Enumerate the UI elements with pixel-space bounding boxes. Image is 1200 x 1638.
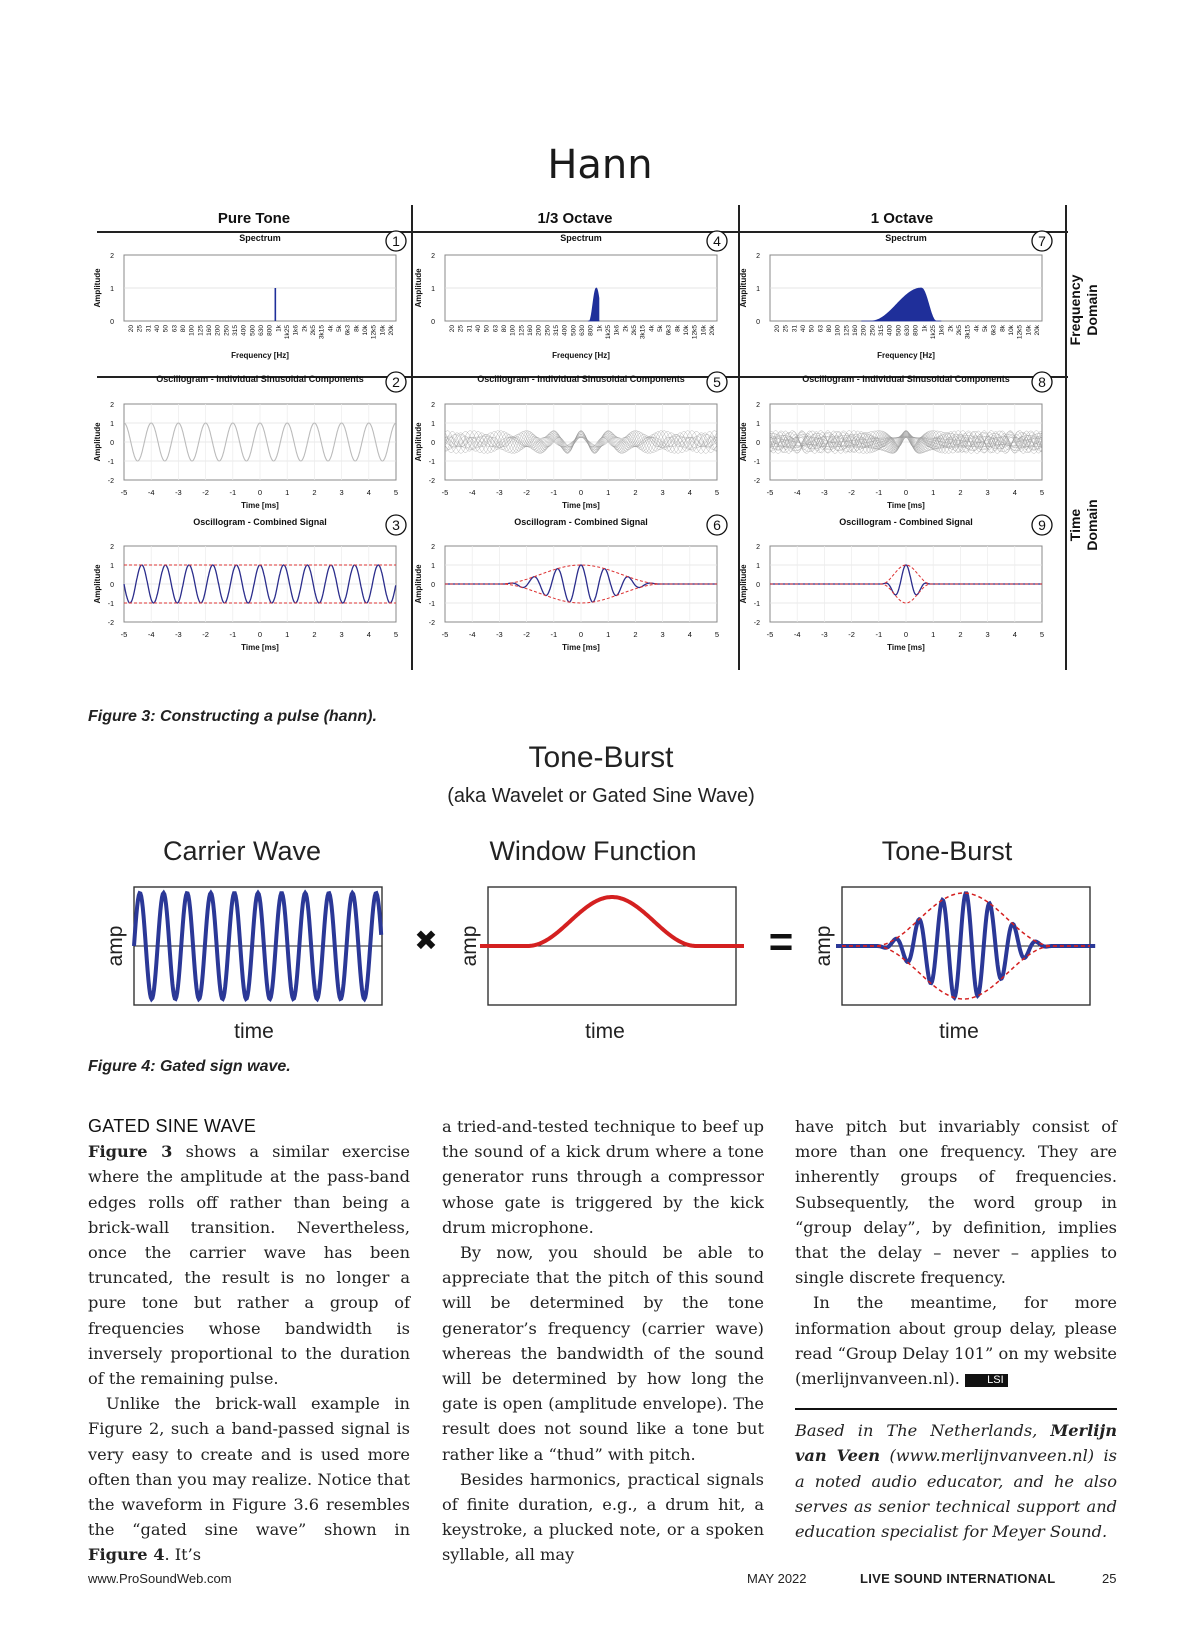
figure3-title: Hann	[547, 142, 653, 188]
x-tick-label: 1k25	[930, 325, 937, 340]
y-tick-label: 0	[431, 440, 435, 447]
y-axis-label: Amplitude	[93, 422, 102, 462]
x-tick-label: 3k15	[318, 325, 326, 340]
x-axis-label: Frequency [Hz]	[877, 351, 935, 360]
article-column-2	[442, 1114, 764, 1568]
author-bio	[795, 1408, 1117, 1544]
x-tick-label: 8k	[999, 325, 1007, 332]
paragraph: have pitch but invariably consist of more than one frequency. They are inherently groups of frequencies. Subsequently, the word group in “group delay”, by definition, implies that the delay – never – applies to single discrete frequency.	[795, 1117, 1117, 1288]
panel-9	[739, 515, 1052, 652]
x-tick-label: 200	[860, 325, 868, 336]
x-tick-label: 16k	[379, 325, 387, 336]
panel-number: 6	[713, 517, 721, 533]
panel-title: Oscillogram - Combined Signal	[193, 517, 327, 527]
x-tick-label: 5	[393, 630, 399, 639]
x-tick-label: 80	[180, 325, 187, 333]
x-tick-label: -1	[875, 488, 883, 497]
x-axis-label: Time [ms]	[887, 643, 925, 652]
x-tick-label: 1k	[596, 325, 604, 332]
y-tick-label: -2	[107, 478, 114, 485]
y-axis-label: Amplitude	[414, 564, 423, 604]
panel-8	[739, 372, 1052, 510]
footer-website[interactable]: www.ProSoundWeb.com	[88, 1571, 232, 1586]
x-tick-label: 20	[128, 325, 135, 333]
x-tick-label: 2k	[947, 325, 955, 332]
figure3-caption: Figure 3: Constructing a pulse (hann).	[88, 708, 377, 725]
article-column-1	[88, 1114, 410, 1568]
x-tick-label: -2	[202, 488, 209, 497]
x-tick-label: 4k	[973, 325, 981, 332]
x-tick-label: 20	[774, 325, 781, 333]
x-tick-label: 5	[1039, 488, 1045, 497]
x-tick-label: 0	[903, 488, 909, 497]
paragraph: Besides harmonics, practical signals of finite duration, e.g., a drum hit, a keystroke, a plucked note, or a spoken syllable, all may	[442, 1469, 764, 1565]
x-tick-label: 4	[1012, 488, 1017, 497]
x-tick-label: 25	[136, 325, 144, 333]
x-tick-label: 4	[366, 630, 371, 639]
y-tick-label: 0	[431, 319, 435, 326]
x-tick-label: -4	[468, 630, 476, 639]
panel-title: Oscillogram - Combined Signal	[839, 517, 973, 527]
panel-title: Spectrum	[885, 233, 927, 243]
y-tick-label: -1	[428, 601, 435, 608]
y-tick-label: -2	[428, 620, 435, 627]
x-tick-label: -2	[848, 488, 855, 497]
panel-number: 5	[713, 374, 721, 390]
x-tick-label: 20	[449, 325, 456, 333]
x-tick-label: -5	[766, 630, 774, 639]
panel-title: Oscillogram - Individual Sinusoidal Components	[156, 374, 364, 384]
y-tick-label: 2	[110, 253, 114, 260]
x-tick-label: 20k	[709, 325, 716, 336]
x-tick-label: 315	[878, 325, 885, 336]
y-tick-label: 1	[431, 421, 435, 428]
x-tick-label: 80	[501, 325, 508, 333]
y-tick-label: 1	[756, 563, 760, 570]
x-tick-label: 500	[249, 325, 257, 336]
fig4-y-label: amp	[458, 925, 481, 967]
y-tick-label: 0	[110, 582, 114, 589]
x-tick-label: -3	[821, 488, 828, 497]
y-tick-label: 0	[756, 319, 760, 326]
x-tick-label: 0	[578, 630, 584, 639]
x-tick-label: 12k5	[1016, 325, 1024, 340]
x-tick-label: 1k6	[938, 325, 946, 336]
x-tick-label: 0	[903, 630, 909, 639]
x-tick-label: -5	[120, 630, 128, 639]
column-header: Pure Tone	[217, 210, 291, 227]
panel-5	[414, 372, 727, 510]
x-tick-label: 5	[393, 488, 399, 497]
x-tick-label: -1	[550, 630, 558, 639]
x-tick-label: -4	[793, 488, 801, 497]
fig4-x-label: time	[585, 1020, 625, 1043]
x-tick-label: 250	[223, 325, 231, 336]
x-tick-label: 200	[214, 325, 222, 336]
x-tick-label: 3k15	[639, 325, 647, 340]
x-axis-label: Frequency [Hz]	[552, 351, 610, 360]
x-tick-label: 2	[958, 630, 963, 639]
y-tick-label: 1	[756, 286, 760, 293]
y-axis-label: Amplitude	[739, 564, 748, 604]
paragraph: By now, you should be able to appreciate that the pitch of this sound will be determined by the tone generator’s frequency (carrier wave) whereas the bandwidth of the sound will be determined by how long the gate is open (amplitude envelope). The result does not sound like a tone but rather like a “thud” with pitch.	[442, 1243, 764, 1464]
paragraph-text: In the meantime, for more information about group delay, please read “Group Delay 101” on my website (merlijnvanveen.nl).	[795, 1293, 1117, 1389]
y-tick-label: 1	[756, 421, 760, 428]
x-tick-label: -1	[229, 630, 237, 639]
x-tick-label: 160	[527, 325, 534, 336]
x-tick-label: 20k	[388, 325, 395, 336]
paragraph-text: Unlike the brick-wall example in Figure 2, such a band-passed signal is very easy to create and is used more often than you may realize. Notice that the waveform in Figure 3.6 resembles the “gated sine wave” shown in	[88, 1394, 410, 1540]
footer-magazine: LIVE SOUND INTERNATIONAL	[860, 1571, 1056, 1586]
x-tick-label: 400	[240, 325, 248, 336]
y-tick-label: -2	[753, 620, 760, 627]
x-tick-label: 3k15	[964, 325, 972, 340]
fig4-y-label: amp	[812, 925, 835, 967]
y-axis-label: Amplitude	[93, 268, 102, 308]
x-tick-label: -3	[175, 630, 182, 639]
x-tick-label: 63	[492, 325, 500, 333]
x-tick-label: 8k	[353, 325, 361, 332]
article-column-3	[795, 1114, 1117, 1544]
x-tick-label: 31	[466, 325, 474, 333]
x-tick-label: -5	[120, 488, 128, 497]
x-axis-label: Frequency [Hz]	[231, 351, 289, 360]
figure4-caption: Figure 4: Gated sign wave.	[88, 1058, 291, 1075]
fig4-panel-title: Carrier Wave	[162, 836, 322, 866]
x-tick-label: 63	[171, 325, 179, 333]
x-axis-label: Time [ms]	[241, 501, 279, 510]
panel-title: Oscillogram - Individual Sinusoidal Components	[802, 374, 1010, 384]
x-tick-label: 1k	[275, 325, 283, 332]
x-tick-label: 1	[606, 630, 611, 639]
x-tick-label: 3	[339, 630, 344, 639]
x-tick-label: 2	[633, 630, 638, 639]
x-tick-label: 0	[578, 488, 584, 497]
end-tag: LSI	[965, 1374, 1008, 1387]
bio-text	[795, 1418, 1117, 1544]
x-tick-label: 6k3	[344, 325, 352, 336]
x-tick-label: 5k	[657, 325, 664, 332]
x-tick-label: 800	[266, 325, 274, 336]
y-tick-label: -2	[428, 478, 435, 485]
x-tick-label: 6k3	[665, 325, 673, 336]
x-tick-label: 2	[958, 488, 963, 497]
x-tick-label: 800	[587, 325, 595, 336]
x-tick-label: 2k5	[631, 325, 638, 336]
x-tick-label: 5k	[982, 325, 989, 332]
fig4-panel-3	[812, 836, 1095, 1043]
x-tick-label: 3	[660, 630, 665, 639]
x-tick-label: 0	[257, 488, 263, 497]
y-tick-label: 1	[110, 563, 114, 570]
fig4-panel-1	[104, 836, 382, 1043]
x-tick-label: 3	[660, 488, 665, 497]
x-tick-label: -3	[496, 630, 503, 639]
x-tick-label: 125	[518, 325, 526, 336]
paragraph	[88, 1139, 410, 1391]
x-tick-label: 400	[886, 325, 894, 336]
x-tick-label: 3	[985, 630, 990, 639]
x-tick-label: 630	[904, 325, 911, 336]
x-tick-label: 16k	[700, 325, 708, 336]
x-tick-label: 630	[258, 325, 265, 336]
x-tick-label: -4	[147, 630, 155, 639]
y-tick-label: -1	[753, 459, 760, 466]
x-tick-label: 20k	[1034, 325, 1041, 336]
fig4-panel-title: Window Function	[489, 836, 697, 866]
x-tick-label: 5	[714, 488, 720, 497]
section-heading: GATED SINE WAVE	[88, 1116, 257, 1136]
y-tick-label: 1	[431, 286, 435, 293]
x-tick-label: 1k25	[605, 325, 612, 340]
x-axis-label: Time [ms]	[241, 643, 279, 652]
y-tick-label: 2	[756, 253, 760, 260]
x-tick-label: 125	[843, 325, 851, 336]
x-tick-label: -1	[229, 488, 237, 497]
panel-number: 7	[1038, 233, 1046, 249]
x-axis-label: Time [ms]	[887, 501, 925, 510]
x-tick-label: 500	[895, 325, 903, 336]
x-tick-label: 2k5	[310, 325, 317, 336]
bio-post: (www.merlijnvanveen.nl) is a noted audio educator, and he also serves as senior technical support and education specialist for Meyer Sound.	[795, 1446, 1117, 1542]
column-header: 1 Octave	[870, 210, 934, 227]
x-tick-label: 0	[257, 630, 263, 639]
fig4-x-label: time	[939, 1020, 979, 1043]
bio-pre: Based in The Netherlands,	[795, 1421, 1051, 1441]
x-tick-label: -5	[441, 630, 449, 639]
y-tick-label: -2	[107, 620, 114, 627]
panel-title: Spectrum	[239, 233, 281, 243]
x-tick-label: 4	[1012, 630, 1017, 639]
y-tick-label: 2	[431, 402, 435, 409]
x-tick-label: 80	[826, 325, 833, 333]
x-tick-label: 1	[931, 488, 936, 497]
y-tick-label: 2	[110, 402, 114, 409]
x-tick-label: 2	[312, 630, 317, 639]
panel-title: Spectrum	[560, 233, 602, 243]
x-tick-label: 10k	[1008, 325, 1015, 336]
x-tick-label: 1k6	[292, 325, 300, 336]
x-tick-label: 50	[483, 325, 491, 333]
x-tick-label: 100	[834, 325, 842, 336]
y-tick-label: -2	[753, 478, 760, 485]
paragraph: a tried-and-tested technique to beef up the sound of a kick drum where a tone generator runs through a compressor whose gate is triggered by the kick drum microphone.	[442, 1117, 764, 1237]
fig4-panel-2	[458, 836, 744, 1043]
y-tick-label: 2	[431, 544, 435, 551]
x-tick-label: 800	[912, 325, 920, 336]
y-tick-label: 2	[756, 402, 760, 409]
x-tick-label: 12k5	[691, 325, 699, 340]
figure4-diagram	[0, 732, 1200, 1077]
x-tick-label: 1k	[921, 325, 929, 332]
x-tick-label: 3	[985, 488, 990, 497]
y-tick-label: 0	[110, 319, 114, 326]
column-header: 1/3 Octave	[537, 210, 613, 227]
x-tick-label: 1	[606, 488, 611, 497]
x-tick-label: 12k5	[370, 325, 378, 340]
x-tick-label: 4k	[648, 325, 656, 332]
row-label: Domain	[1084, 499, 1100, 551]
x-tick-label: 1k25	[284, 325, 291, 340]
y-tick-label: 2	[110, 544, 114, 551]
x-tick-label: -4	[147, 488, 155, 497]
fig4-x-label: time	[234, 1020, 274, 1043]
author-name: Merlijn van Veen	[795, 1421, 1117, 1466]
x-tick-label: -5	[441, 488, 449, 497]
x-tick-label: 100	[509, 325, 517, 336]
y-tick-label: -1	[107, 459, 114, 466]
paragraph-text: shows a similar exercise where the amplitude at the pass-band edges rolls off rather than being a brick-wall transition. Nevertheless, once the carrier wave has been truncated, the result is no longer a pure tone but rather a group of frequencies whose bandwidth is inversely proportional to the duration of the remaining pulse.	[88, 1142, 410, 1389]
y-axis-label: Amplitude	[414, 268, 423, 308]
figure-ref: Figure 4	[88, 1545, 165, 1565]
x-tick-label: 630	[579, 325, 586, 336]
x-tick-label: 8k	[674, 325, 682, 332]
figure-ref: Figure 3	[88, 1142, 173, 1162]
x-tick-label: 125	[197, 325, 205, 336]
x-tick-label: 25	[782, 325, 790, 333]
x-tick-label: 1	[285, 630, 290, 639]
x-tick-label: 2k5	[956, 325, 963, 336]
x-tick-label: -5	[766, 488, 774, 497]
x-tick-label: 5	[714, 630, 720, 639]
x-tick-label: -3	[821, 630, 828, 639]
x-tick-label: -2	[202, 630, 209, 639]
row-label: Domain	[1084, 284, 1100, 336]
x-tick-label: 500	[570, 325, 578, 336]
figure4-subtitle: (aka Wavelet or Gated Sine Wave)	[447, 785, 755, 807]
figure3-grid	[0, 195, 1200, 675]
y-tick-label: 2	[431, 253, 435, 260]
x-tick-label: 4k	[327, 325, 335, 332]
y-axis-label: Amplitude	[739, 268, 748, 308]
panel-6	[414, 515, 727, 652]
x-tick-label: 2	[633, 488, 638, 497]
footer-date: MAY 2022	[747, 1571, 807, 1586]
y-tick-label: 0	[756, 440, 760, 447]
panel-number: 4	[713, 233, 721, 249]
x-tick-label: -1	[550, 488, 558, 497]
x-tick-label: 2	[312, 488, 317, 497]
x-tick-label: 400	[561, 325, 569, 336]
x-tick-label: 2k	[622, 325, 630, 332]
y-tick-label: 0	[431, 582, 435, 589]
y-tick-label: -1	[428, 459, 435, 466]
paragraph	[795, 1290, 1117, 1391]
fig4-panel-title: Tone-Burst	[881, 836, 1013, 866]
panel-3	[93, 515, 406, 652]
x-tick-label: 4	[687, 488, 692, 497]
panel-2	[93, 372, 406, 510]
panel-title: Oscillogram - Individual Sinusoidal Components	[477, 374, 685, 384]
paragraph-text: . It’s	[164, 1545, 202, 1565]
x-tick-label: 5	[1039, 630, 1045, 639]
y-axis-label: Amplitude	[414, 422, 423, 462]
x-tick-label: 10k	[362, 325, 369, 336]
x-tick-label: -3	[175, 488, 182, 497]
equals-icon: =	[768, 918, 794, 965]
x-tick-label: 250	[869, 325, 877, 336]
x-tick-label: -2	[523, 630, 530, 639]
x-tick-label: 1k6	[613, 325, 621, 336]
panel-number: 9	[1038, 517, 1046, 533]
x-tick-label: 160	[206, 325, 213, 336]
x-tick-label: -1	[875, 630, 883, 639]
x-tick-label: 200	[535, 325, 543, 336]
y-tick-label: -1	[107, 601, 114, 608]
row-label: Time	[1067, 508, 1083, 542]
x-tick-label: 100	[188, 325, 196, 336]
panel-number: 8	[1038, 374, 1046, 390]
x-tick-label: 1	[285, 488, 290, 497]
y-tick-label: 1	[110, 286, 114, 293]
x-tick-label: 10k	[683, 325, 690, 336]
x-tick-label: -4	[468, 488, 476, 497]
panel-7	[739, 231, 1052, 360]
x-tick-label: 31	[791, 325, 799, 333]
panel-4	[414, 231, 727, 360]
x-tick-label: 2k	[301, 325, 309, 332]
paragraph	[88, 1391, 410, 1567]
x-tick-label: 63	[817, 325, 825, 333]
x-tick-label: 50	[162, 325, 170, 333]
x-tick-label: 4	[687, 630, 692, 639]
x-tick-label: -3	[496, 488, 503, 497]
x-tick-label: 5k	[336, 325, 343, 332]
fig4-y-label: amp	[104, 925, 127, 967]
multiply-icon: ✖	[414, 925, 438, 956]
x-axis-label: Time [ms]	[562, 643, 600, 652]
y-axis-label: Amplitude	[93, 564, 102, 604]
x-axis-label: Time [ms]	[562, 501, 600, 510]
x-tick-label: 6k3	[990, 325, 998, 336]
x-tick-label: -2	[848, 630, 855, 639]
y-tick-label: 1	[110, 421, 114, 428]
x-tick-label: 315	[553, 325, 560, 336]
panel-number: 2	[392, 374, 400, 390]
x-tick-label: 4	[366, 488, 371, 497]
x-tick-label: -4	[793, 630, 801, 639]
x-tick-label: 25	[457, 325, 465, 333]
x-tick-label: 250	[544, 325, 552, 336]
footer-page-number: 25	[1102, 1571, 1117, 1586]
x-tick-label: 50	[808, 325, 816, 333]
x-tick-label: 40	[475, 325, 482, 333]
y-tick-label: 0	[110, 440, 114, 447]
panel-1	[93, 231, 406, 360]
panel-number: 1	[392, 233, 400, 249]
x-tick-label: 3	[339, 488, 344, 497]
x-tick-label: 31	[145, 325, 153, 333]
y-tick-label: 1	[431, 563, 435, 570]
panel-number: 3	[392, 517, 400, 533]
figure4-title: Tone-Burst	[528, 741, 674, 774]
x-tick-label: 160	[852, 325, 859, 336]
x-tick-label: 40	[154, 325, 161, 333]
y-tick-label: 0	[756, 582, 760, 589]
y-tick-label: -1	[753, 601, 760, 608]
x-tick-label: 315	[232, 325, 239, 336]
x-tick-label: -2	[523, 488, 530, 497]
x-tick-label: 16k	[1025, 325, 1033, 336]
x-tick-label: 1	[931, 630, 936, 639]
y-tick-label: 2	[756, 544, 760, 551]
x-tick-label: 40	[800, 325, 807, 333]
y-axis-label: Amplitude	[739, 422, 748, 462]
panel-title: Oscillogram - Combined Signal	[514, 517, 648, 527]
row-label: Frequency	[1067, 274, 1083, 346]
